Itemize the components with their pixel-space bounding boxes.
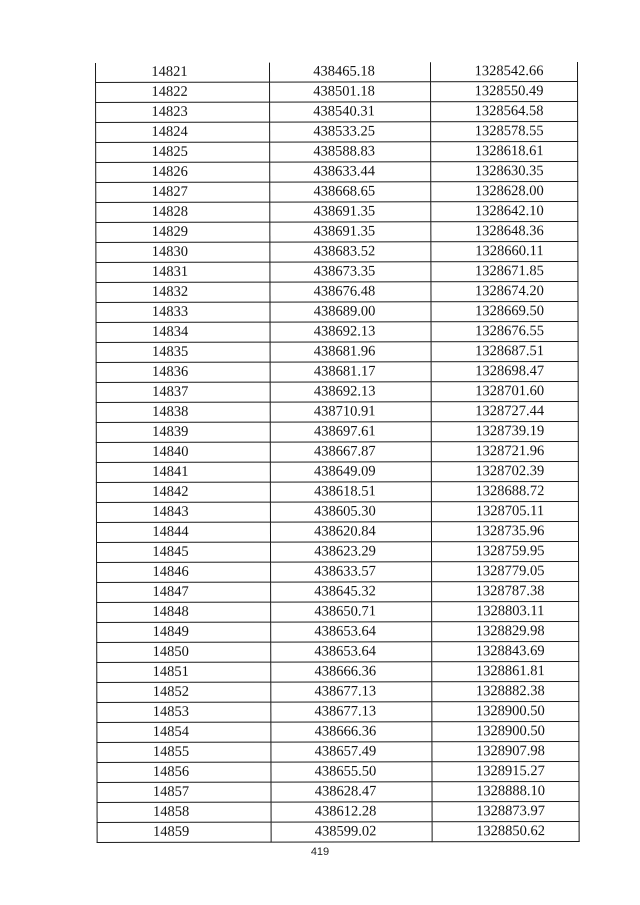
y-coordinate-cell: 1328843.69 bbox=[432, 641, 579, 661]
point-id-cell: 14835 bbox=[96, 342, 270, 362]
point-id-cell: 14824 bbox=[96, 122, 270, 142]
x-coordinate-cell: 438667.87 bbox=[270, 442, 431, 462]
table-row bbox=[96, 521, 578, 542]
table-row bbox=[97, 601, 579, 622]
table-row bbox=[96, 121, 578, 142]
x-coordinate-cell: 438650.71 bbox=[271, 602, 432, 622]
point-id-cell: 14859 bbox=[97, 822, 271, 842]
y-coordinate-cell: 1328676.55 bbox=[431, 321, 578, 341]
table-row bbox=[96, 481, 578, 502]
x-coordinate-cell: 438620.84 bbox=[270, 522, 431, 542]
y-coordinate-cell: 1328648.36 bbox=[431, 221, 578, 241]
x-coordinate-cell: 438692.13 bbox=[270, 382, 431, 402]
y-coordinate-cell: 1328702.39 bbox=[431, 461, 578, 481]
point-id-cell: 14851 bbox=[97, 662, 271, 682]
table-row bbox=[97, 761, 579, 782]
y-coordinate-cell: 1328900.50 bbox=[432, 701, 579, 721]
y-coordinate-cell: 1328642.10 bbox=[431, 201, 578, 221]
x-coordinate-cell: 438681.17 bbox=[270, 362, 431, 382]
point-id-cell: 14823 bbox=[96, 102, 270, 122]
point-id-cell: 14844 bbox=[96, 522, 270, 542]
point-id-cell: 14825 bbox=[96, 142, 270, 162]
y-coordinate-cell: 1328787.38 bbox=[432, 581, 579, 601]
x-coordinate-cell: 438697.61 bbox=[270, 422, 431, 442]
table-row bbox=[96, 241, 578, 262]
x-coordinate-cell: 438599.02 bbox=[271, 822, 432, 842]
point-id-cell: 14840 bbox=[96, 442, 270, 462]
y-coordinate-cell: 1328779.05 bbox=[432, 561, 579, 581]
x-coordinate-cell: 438533.25 bbox=[270, 122, 431, 142]
point-id-cell: 14833 bbox=[96, 302, 270, 322]
y-coordinate-cell: 1328727.44 bbox=[431, 401, 578, 421]
point-id-cell: 14847 bbox=[97, 582, 271, 602]
x-coordinate-cell: 438628.47 bbox=[271, 782, 432, 802]
table-row bbox=[97, 641, 579, 662]
coordinate-table bbox=[95, 62, 580, 843]
point-id-cell: 14846 bbox=[97, 562, 271, 582]
x-coordinate-cell: 438691.35 bbox=[270, 222, 431, 242]
x-coordinate-cell: 438666.36 bbox=[271, 662, 432, 682]
x-coordinate-cell: 438633.57 bbox=[271, 562, 432, 582]
y-coordinate-cell: 1328873.97 bbox=[432, 801, 579, 821]
table-row bbox=[96, 62, 578, 83]
table-row bbox=[96, 361, 578, 382]
point-id-cell: 14854 bbox=[97, 722, 271, 742]
table-row bbox=[97, 621, 579, 642]
table-row bbox=[97, 681, 579, 702]
y-coordinate-cell: 1328803.11 bbox=[432, 601, 579, 621]
x-coordinate-cell: 438673.35 bbox=[270, 262, 431, 282]
y-coordinate-cell: 1328861.81 bbox=[432, 661, 579, 681]
table-row bbox=[96, 161, 578, 182]
table-row bbox=[97, 561, 579, 582]
x-coordinate-cell: 438645.32 bbox=[271, 582, 432, 602]
table-row bbox=[96, 181, 578, 202]
y-coordinate-cell: 1328759.95 bbox=[432, 541, 579, 561]
table-row bbox=[96, 281, 578, 302]
point-id-cell: 14826 bbox=[96, 162, 270, 182]
table-row bbox=[97, 581, 579, 602]
y-coordinate-cell: 1328850.62 bbox=[432, 821, 579, 841]
x-coordinate-cell: 438668.65 bbox=[270, 182, 431, 202]
table-row bbox=[96, 141, 578, 162]
y-coordinate-cell: 1328669.50 bbox=[431, 301, 578, 321]
table-row bbox=[96, 421, 578, 442]
y-coordinate-cell: 1328578.55 bbox=[431, 121, 578, 141]
table-row bbox=[96, 301, 578, 322]
point-id-cell: 14831 bbox=[96, 262, 270, 282]
point-id-cell: 14853 bbox=[97, 702, 271, 722]
table-row bbox=[96, 461, 578, 482]
coordinate-table-body bbox=[96, 62, 580, 843]
y-coordinate-cell: 1328701.60 bbox=[431, 381, 578, 401]
x-coordinate-cell: 438605.30 bbox=[270, 502, 431, 522]
point-id-cell: 14837 bbox=[96, 382, 270, 402]
table-row bbox=[96, 201, 578, 222]
x-coordinate-cell: 438653.64 bbox=[271, 622, 432, 642]
y-coordinate-cell: 1328915.27 bbox=[432, 761, 579, 781]
table-row bbox=[97, 781, 579, 802]
y-coordinate-cell: 1328829.98 bbox=[432, 621, 579, 641]
y-coordinate-cell: 1328630.35 bbox=[431, 161, 578, 181]
y-coordinate-cell: 1328674.20 bbox=[431, 281, 578, 301]
point-id-cell: 14839 bbox=[96, 422, 270, 442]
table-row bbox=[97, 801, 579, 822]
table-row bbox=[96, 441, 578, 462]
x-coordinate-cell: 438540.31 bbox=[270, 102, 431, 122]
y-coordinate-cell: 1328721.96 bbox=[431, 441, 578, 461]
table-row bbox=[97, 741, 579, 762]
y-coordinate-cell: 1328660.11 bbox=[431, 241, 578, 261]
y-coordinate-cell: 1328882.38 bbox=[432, 681, 579, 701]
point-id-cell: 14836 bbox=[96, 362, 270, 382]
y-coordinate-cell: 1328564.58 bbox=[431, 101, 578, 121]
x-coordinate-cell: 438653.64 bbox=[271, 642, 432, 662]
point-id-cell: 14832 bbox=[96, 282, 270, 302]
x-coordinate-cell: 438588.83 bbox=[270, 142, 431, 162]
table-row bbox=[96, 381, 578, 402]
y-coordinate-cell: 1328739.19 bbox=[431, 421, 578, 441]
x-coordinate-cell: 438677.13 bbox=[271, 702, 432, 722]
x-coordinate-cell: 438657.49 bbox=[271, 742, 432, 762]
table-row bbox=[96, 341, 578, 362]
x-coordinate-cell: 438710.91 bbox=[270, 402, 431, 422]
point-id-cell: 14834 bbox=[96, 322, 270, 342]
point-id-cell: 14829 bbox=[96, 222, 270, 242]
table-row bbox=[97, 701, 579, 722]
page-number: 419 bbox=[310, 846, 330, 858]
x-coordinate-cell: 438655.50 bbox=[271, 762, 432, 782]
x-coordinate-cell: 438689.00 bbox=[270, 302, 431, 322]
x-coordinate-cell: 438501.18 bbox=[270, 82, 431, 102]
point-id-cell: 14822 bbox=[96, 82, 270, 102]
y-coordinate-cell: 1328888.10 bbox=[432, 781, 579, 801]
table-row bbox=[96, 401, 578, 422]
point-id-cell: 14830 bbox=[96, 242, 270, 262]
x-coordinate-cell: 438623.29 bbox=[271, 542, 432, 562]
y-coordinate-cell: 1328671.85 bbox=[431, 261, 578, 281]
point-id-cell: 14856 bbox=[97, 762, 271, 782]
point-id-cell: 14848 bbox=[97, 602, 271, 622]
x-coordinate-cell: 438692.13 bbox=[270, 322, 431, 342]
x-coordinate-cell: 438618.51 bbox=[270, 482, 431, 502]
table-row bbox=[97, 721, 579, 742]
point-id-cell: 14857 bbox=[97, 782, 271, 802]
point-id-cell: 14821 bbox=[96, 63, 270, 83]
y-coordinate-cell: 1328687.51 bbox=[431, 341, 578, 361]
point-id-cell: 14850 bbox=[97, 642, 271, 662]
point-id-cell: 14849 bbox=[97, 622, 271, 642]
table-row bbox=[96, 221, 578, 242]
y-coordinate-cell: 1328698.47 bbox=[431, 361, 578, 381]
y-coordinate-cell: 1328735.96 bbox=[431, 521, 578, 541]
y-coordinate-cell: 1328900.50 bbox=[432, 721, 579, 741]
y-coordinate-cell: 1328618.61 bbox=[431, 141, 578, 161]
x-coordinate-cell: 438683.52 bbox=[270, 242, 431, 262]
y-coordinate-cell: 1328542.66 bbox=[430, 62, 577, 82]
y-coordinate-cell: 1328705.11 bbox=[431, 501, 578, 521]
y-coordinate-cell: 1328688.72 bbox=[431, 481, 578, 501]
point-id-cell: 14828 bbox=[96, 202, 270, 222]
point-id-cell: 14845 bbox=[97, 542, 271, 562]
x-coordinate-cell: 438677.13 bbox=[271, 682, 432, 702]
y-coordinate-cell: 1328907.98 bbox=[432, 741, 579, 761]
point-id-cell: 14827 bbox=[96, 182, 270, 202]
table-row bbox=[96, 101, 578, 122]
table-row bbox=[96, 321, 578, 342]
table-row bbox=[96, 501, 578, 522]
table-row bbox=[97, 541, 579, 562]
x-coordinate-cell: 438681.96 bbox=[270, 342, 431, 362]
x-coordinate-cell: 438649.09 bbox=[270, 462, 431, 482]
x-coordinate-cell: 438612.28 bbox=[271, 802, 432, 822]
table-row bbox=[97, 661, 579, 682]
point-id-cell: 14841 bbox=[96, 462, 270, 482]
x-coordinate-cell: 438691.35 bbox=[270, 202, 431, 222]
x-coordinate-cell: 438633.44 bbox=[270, 162, 431, 182]
point-id-cell: 14843 bbox=[96, 502, 270, 522]
y-coordinate-cell: 1328628.00 bbox=[431, 181, 578, 201]
point-id-cell: 14838 bbox=[96, 402, 270, 422]
table-row bbox=[97, 821, 579, 842]
x-coordinate-cell: 438465.18 bbox=[269, 62, 430, 82]
x-coordinate-cell: 438676.48 bbox=[270, 282, 431, 302]
table-row bbox=[96, 261, 578, 282]
y-coordinate-cell: 1328550.49 bbox=[431, 81, 578, 101]
point-id-cell: 14858 bbox=[97, 802, 271, 822]
x-coordinate-cell: 438666.36 bbox=[271, 722, 432, 742]
point-id-cell: 14852 bbox=[97, 682, 271, 702]
table-row bbox=[96, 81, 578, 102]
point-id-cell: 14842 bbox=[96, 482, 270, 502]
point-id-cell: 14855 bbox=[97, 742, 271, 762]
